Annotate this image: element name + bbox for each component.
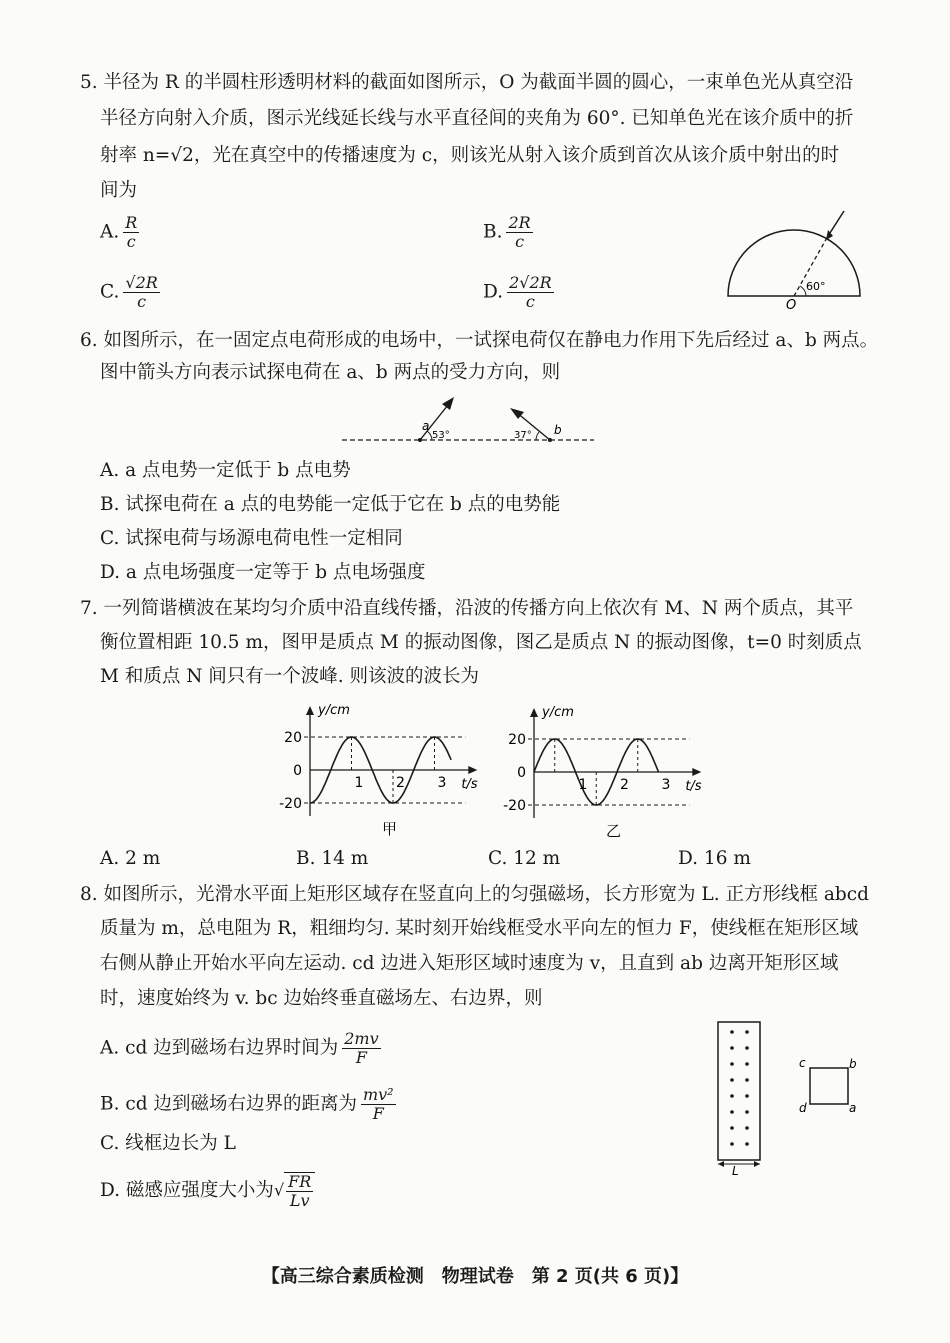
- point-a: [418, 438, 422, 442]
- q5-option-b: [483, 214, 533, 251]
- vibration-graph-yi: [494, 700, 724, 840]
- q8-line-2: 质量为 m，总电阻为 R，粗细均匀. 某时刻开始线框受水平向左的恒力 F，使线框在矩形区域: [100, 918, 859, 939]
- q7-option-c: C. 12 m: [488, 848, 561, 869]
- numerator: FR: [288, 1172, 312, 1191]
- field-dot: [730, 1078, 734, 1082]
- x-tick-label: 3: [437, 775, 447, 791]
- denominator: F: [372, 1104, 384, 1123]
- q5-line-3: 射率 n=√2，光在真空中的传播速度为 c，则该光从射入该介质到首次从该介质中射出的时: [100, 145, 840, 166]
- q7-line-1: 7. 一列简谐横波在某均匀介质中沿直线传播，沿波的传播方向上依次有 M、N 两个质点，其平: [80, 598, 854, 619]
- field-dot: [745, 1078, 749, 1082]
- angle-b-label: 37°: [514, 430, 532, 441]
- arrowhead-a-icon: [442, 397, 454, 410]
- q8-option-a: [100, 1030, 381, 1067]
- q8-line-4: 时，速度始终为 v. bc 边始终垂直磁场左、右边界，则: [100, 988, 543, 1009]
- fraction: [342, 1030, 380, 1067]
- q6-option-a: A. a 点电势一定低于 b 点电势: [100, 460, 351, 481]
- semicircle-outline: [728, 230, 860, 296]
- magnetic-field-diagram: [708, 1018, 868, 1178]
- x-axis-arrow-icon: [468, 766, 477, 774]
- y-tick-label: -20: [503, 798, 526, 814]
- option-label: A.: [100, 221, 120, 243]
- field-dot: [745, 1046, 749, 1050]
- q5-line-1: 5. 半径为 R 的半圆柱形透明材料的截面如图所示，O 为截面半圆的圆心，一束单色光从真空沿: [80, 72, 854, 93]
- vibration-graph-jia: [270, 698, 500, 838]
- y-tick-label: 0: [293, 763, 302, 779]
- incident-ray: [828, 211, 844, 236]
- x-tick-label: 2: [620, 777, 629, 793]
- x-tick-label: 2: [396, 775, 405, 791]
- field-dot: [730, 1062, 734, 1066]
- field-dot: [730, 1030, 734, 1034]
- y-axis-label: y/cm: [318, 703, 350, 718]
- q5-line-4: 间为: [100, 180, 138, 201]
- denominator: c: [515, 232, 525, 251]
- field-dots: [730, 1030, 749, 1146]
- numerator: R: [125, 213, 138, 232]
- force-direction-diagram: [338, 392, 598, 448]
- denominator: Lv: [289, 1191, 310, 1210]
- denominator: c: [525, 292, 535, 311]
- field-dot: [745, 1062, 749, 1066]
- q6-option-d: D. a 点电场强度一定等于 b 点电场强度: [100, 562, 426, 583]
- q6-line-1: 6. 如图所示，在一固定点电荷形成的电场中，一试探电荷仅在静电力作用下先后经过 a、b 两点。: [80, 330, 879, 351]
- y-axis-label: y/cm: [542, 705, 574, 720]
- option-text: D. 磁感应强度大小为: [100, 1180, 274, 1201]
- fraction: [506, 214, 532, 251]
- field-dot: [730, 1046, 734, 1050]
- vertex-a: a: [849, 1101, 857, 1115]
- field-dot: [730, 1142, 734, 1146]
- x-tick-label: 1: [578, 777, 588, 793]
- y-tick-label: 20: [284, 730, 302, 746]
- semicircle-diagram: [718, 208, 868, 313]
- field-dot: [745, 1030, 749, 1034]
- option-label: C.: [100, 281, 120, 303]
- dimension-arrow-left-icon: [718, 1161, 724, 1167]
- vertex-d: d: [799, 1101, 807, 1115]
- label-a: a: [422, 419, 430, 433]
- y-axis-arrow-icon: [306, 706, 314, 715]
- x-axis-arrow-icon: [692, 768, 701, 776]
- point-b: [548, 438, 552, 442]
- field-dot: [745, 1126, 749, 1130]
- denominator: F: [355, 1048, 367, 1067]
- option-text: A. cd 边到磁场右边界时间为: [100, 1037, 339, 1059]
- q7-option-b: B. 14 m: [296, 848, 369, 869]
- field-dot: [730, 1126, 734, 1130]
- fraction: [361, 1086, 396, 1123]
- field-dot: [730, 1094, 734, 1098]
- option-text: B. cd 边到磁场右边界的距离为: [100, 1093, 357, 1115]
- graph-caption: 乙: [606, 822, 622, 840]
- ray-arrow-icon: [826, 230, 833, 240]
- q5-option-c: [100, 274, 160, 311]
- numerator: mv²: [362, 1085, 394, 1104]
- x-axis-label: t/s: [461, 777, 478, 792]
- vertex-b: b: [849, 1057, 857, 1071]
- fraction: [507, 274, 554, 311]
- denominator: c: [137, 292, 147, 311]
- page-footer: 【高三综合素质检测 物理试卷 第 2 页(共 6 页)】: [261, 1266, 689, 1287]
- fraction: [284, 1172, 315, 1210]
- q6-option-c: C. 试探电荷与场源电荷电性一定相同: [100, 528, 403, 549]
- q5-option-a: [100, 214, 139, 251]
- q7-option-a: A. 2 m: [100, 848, 161, 869]
- q7-line-3: M 和质点 N 间只有一个波峰. 则该波的波长为: [100, 666, 480, 687]
- q7-line-2: 衡位置相距 10.5 m，图甲是质点 M 的振动图像，图乙是质点 N 的振动图像，t=0 时刻质点: [100, 632, 862, 653]
- y-axis-arrow-icon: [530, 708, 538, 717]
- option-label: D.: [483, 281, 504, 303]
- center-label-o: O: [786, 298, 797, 313]
- x-tick-label: 1: [354, 775, 364, 791]
- q6-option-b: B. 试探电荷在 a 点的电势能一定低于它在 b 点的电势能: [100, 494, 561, 515]
- q6-line-2: 图中箭头方向表示试探电荷在 a、b 两点的受力方向，则: [100, 362, 561, 383]
- q5-line-2: 半径方向射入介质，图示光线延长线与水平直径间的夹角为 60°. 已知单色光在该介质中的折: [100, 108, 854, 129]
- field-dot: [745, 1094, 749, 1098]
- q8-line-3: 右侧从静止开始水平向左运动. cd 边进入矩形区域时速度为 v，且直到 ab 边离开矩形区域: [100, 953, 839, 974]
- q8-option-b: [100, 1086, 396, 1123]
- dimension-arrow-right-icon: [754, 1161, 760, 1167]
- vertex-c: c: [799, 1056, 806, 1070]
- y-tick-label: 0: [517, 765, 526, 781]
- field-dot: [730, 1110, 734, 1114]
- field-dot: [745, 1110, 749, 1114]
- denominator: c: [126, 232, 136, 251]
- fraction: [123, 274, 159, 311]
- angle-label: 60°: [806, 280, 826, 293]
- y-tick-label: -20: [279, 796, 302, 812]
- square-coil: [810, 1068, 848, 1104]
- q8-line-1: 8. 如图所示，光滑水平面上矩形区域存在竖直向上的匀强磁场，长方形宽为 L. 正方形线框 abcd: [80, 884, 869, 905]
- q5-option-d: [483, 274, 554, 311]
- square-root: √ $\frac{FR}{Lv}$: [274, 1172, 315, 1210]
- numerator: 2R: [508, 213, 531, 232]
- graph-caption: 甲: [382, 820, 398, 838]
- numerator: √2R: [125, 273, 158, 292]
- option-label: B.: [483, 221, 503, 243]
- numerator: 2√2R: [509, 273, 552, 292]
- field-region: [718, 1022, 760, 1160]
- q7-option-d: D. 16 m: [678, 848, 751, 869]
- x-axis-label: t/s: [685, 779, 702, 794]
- q8-option-d: [100, 1172, 315, 1210]
- x-tick-label: 3: [661, 777, 671, 793]
- angle-a-label: 53°: [432, 430, 450, 441]
- fraction: [123, 214, 139, 251]
- y-tick-label: 20: [508, 732, 526, 748]
- label-b: b: [554, 423, 562, 437]
- numerator: 2mv: [344, 1029, 379, 1048]
- width-label: L: [732, 1164, 739, 1178]
- q8-option-c: C. 线框边长为 L: [100, 1133, 236, 1154]
- angle-arc-b: [536, 432, 539, 440]
- field-dot: [745, 1142, 749, 1146]
